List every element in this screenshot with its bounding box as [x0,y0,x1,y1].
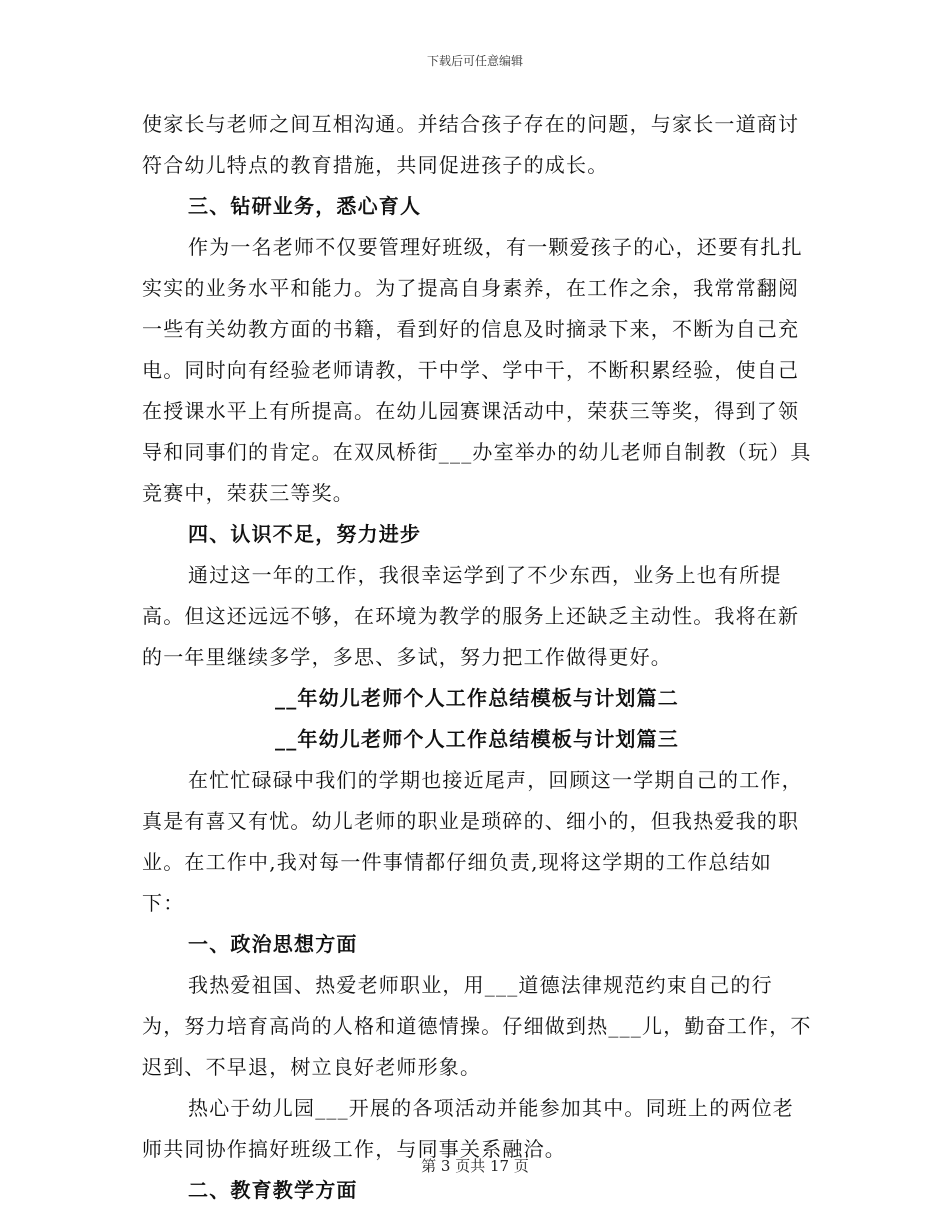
page-header: 下载后可任意编辑 [426,54,523,68]
article-title: __年幼儿老师个人工作总结模板与计划篇三 [275,727,679,751]
paragraph: 作为一名老师不仅要管理好班级，有一颗爱孩子的心，还要有扎扎实实的业务水平和能力。为了提高自身素养，在工作之余，我常常翻阅一些有关幼教方面的书籍，看到好的信息及时摘录下来，不断为自己充电。同时向有经验老师请教，干中学、学中干，不断积累经验，使自己在授课水平上有所提高。在幼儿园赛课活动中，荣获三等奖，得到了领导和同事们的肯定。在双凤桥街___办室举办的幼儿老师自制教（玩）具竞赛中，荣获三等奖。 [142,235,812,505]
article-title: __年幼儿老师个人工作总结模板与计划篇二 [275,686,679,710]
document-body [142,104,812,1211]
paragraph: 热心于幼儿园___开展的各项活动并能参加其中。同班上的两位老师共同协作搞好班级工作，与同事关系融洽。 [142,1096,794,1161]
paragraph: 使家长与老师之间互相沟通。并结合孩子存在的问题，与家长一道商讨符合幼儿特点的教育措施，共同促进孩子的成长。 [142,112,800,177]
section-heading: 三、钻研业务，悉心育人 [188,194,422,218]
paragraph: 我热爱祖国、热爱老师职业，用___道德法律规范约束自己的行为，努力培育高尚的人格和道德情操。仔细做到热___儿，勤奋工作，不迟到、不早退，树立良好老师形象。 [142,973,812,1079]
section-heading: 二、教育教学方面 [188,1178,358,1202]
section-heading: 四、认识不足，努力进步 [188,522,422,546]
paragraph: 在忙忙碌碌中我们的学期也接近尾声，回顾这一学期自己的工作，真是有喜又有忧。幼儿老师的职业是琐碎的、细小的，但我热爱我的职业。在工作中,我对每一件事情都仔细负责,现将这学期的工作总结如下： [142,768,803,915]
paragraph: 通过这一年的工作，我很幸运学到了不少东西，业务上也有所提高。但这还远远不够，在环境为教学的服务上还缺乏主动性。我将在新的一年里继续多学，多思、多试，努力把工作做得更好。 [142,563,800,669]
page-footer: 第 3 页共 17 页 [421,1157,529,1175]
section-heading: 一、政治思想方面 [188,932,358,956]
